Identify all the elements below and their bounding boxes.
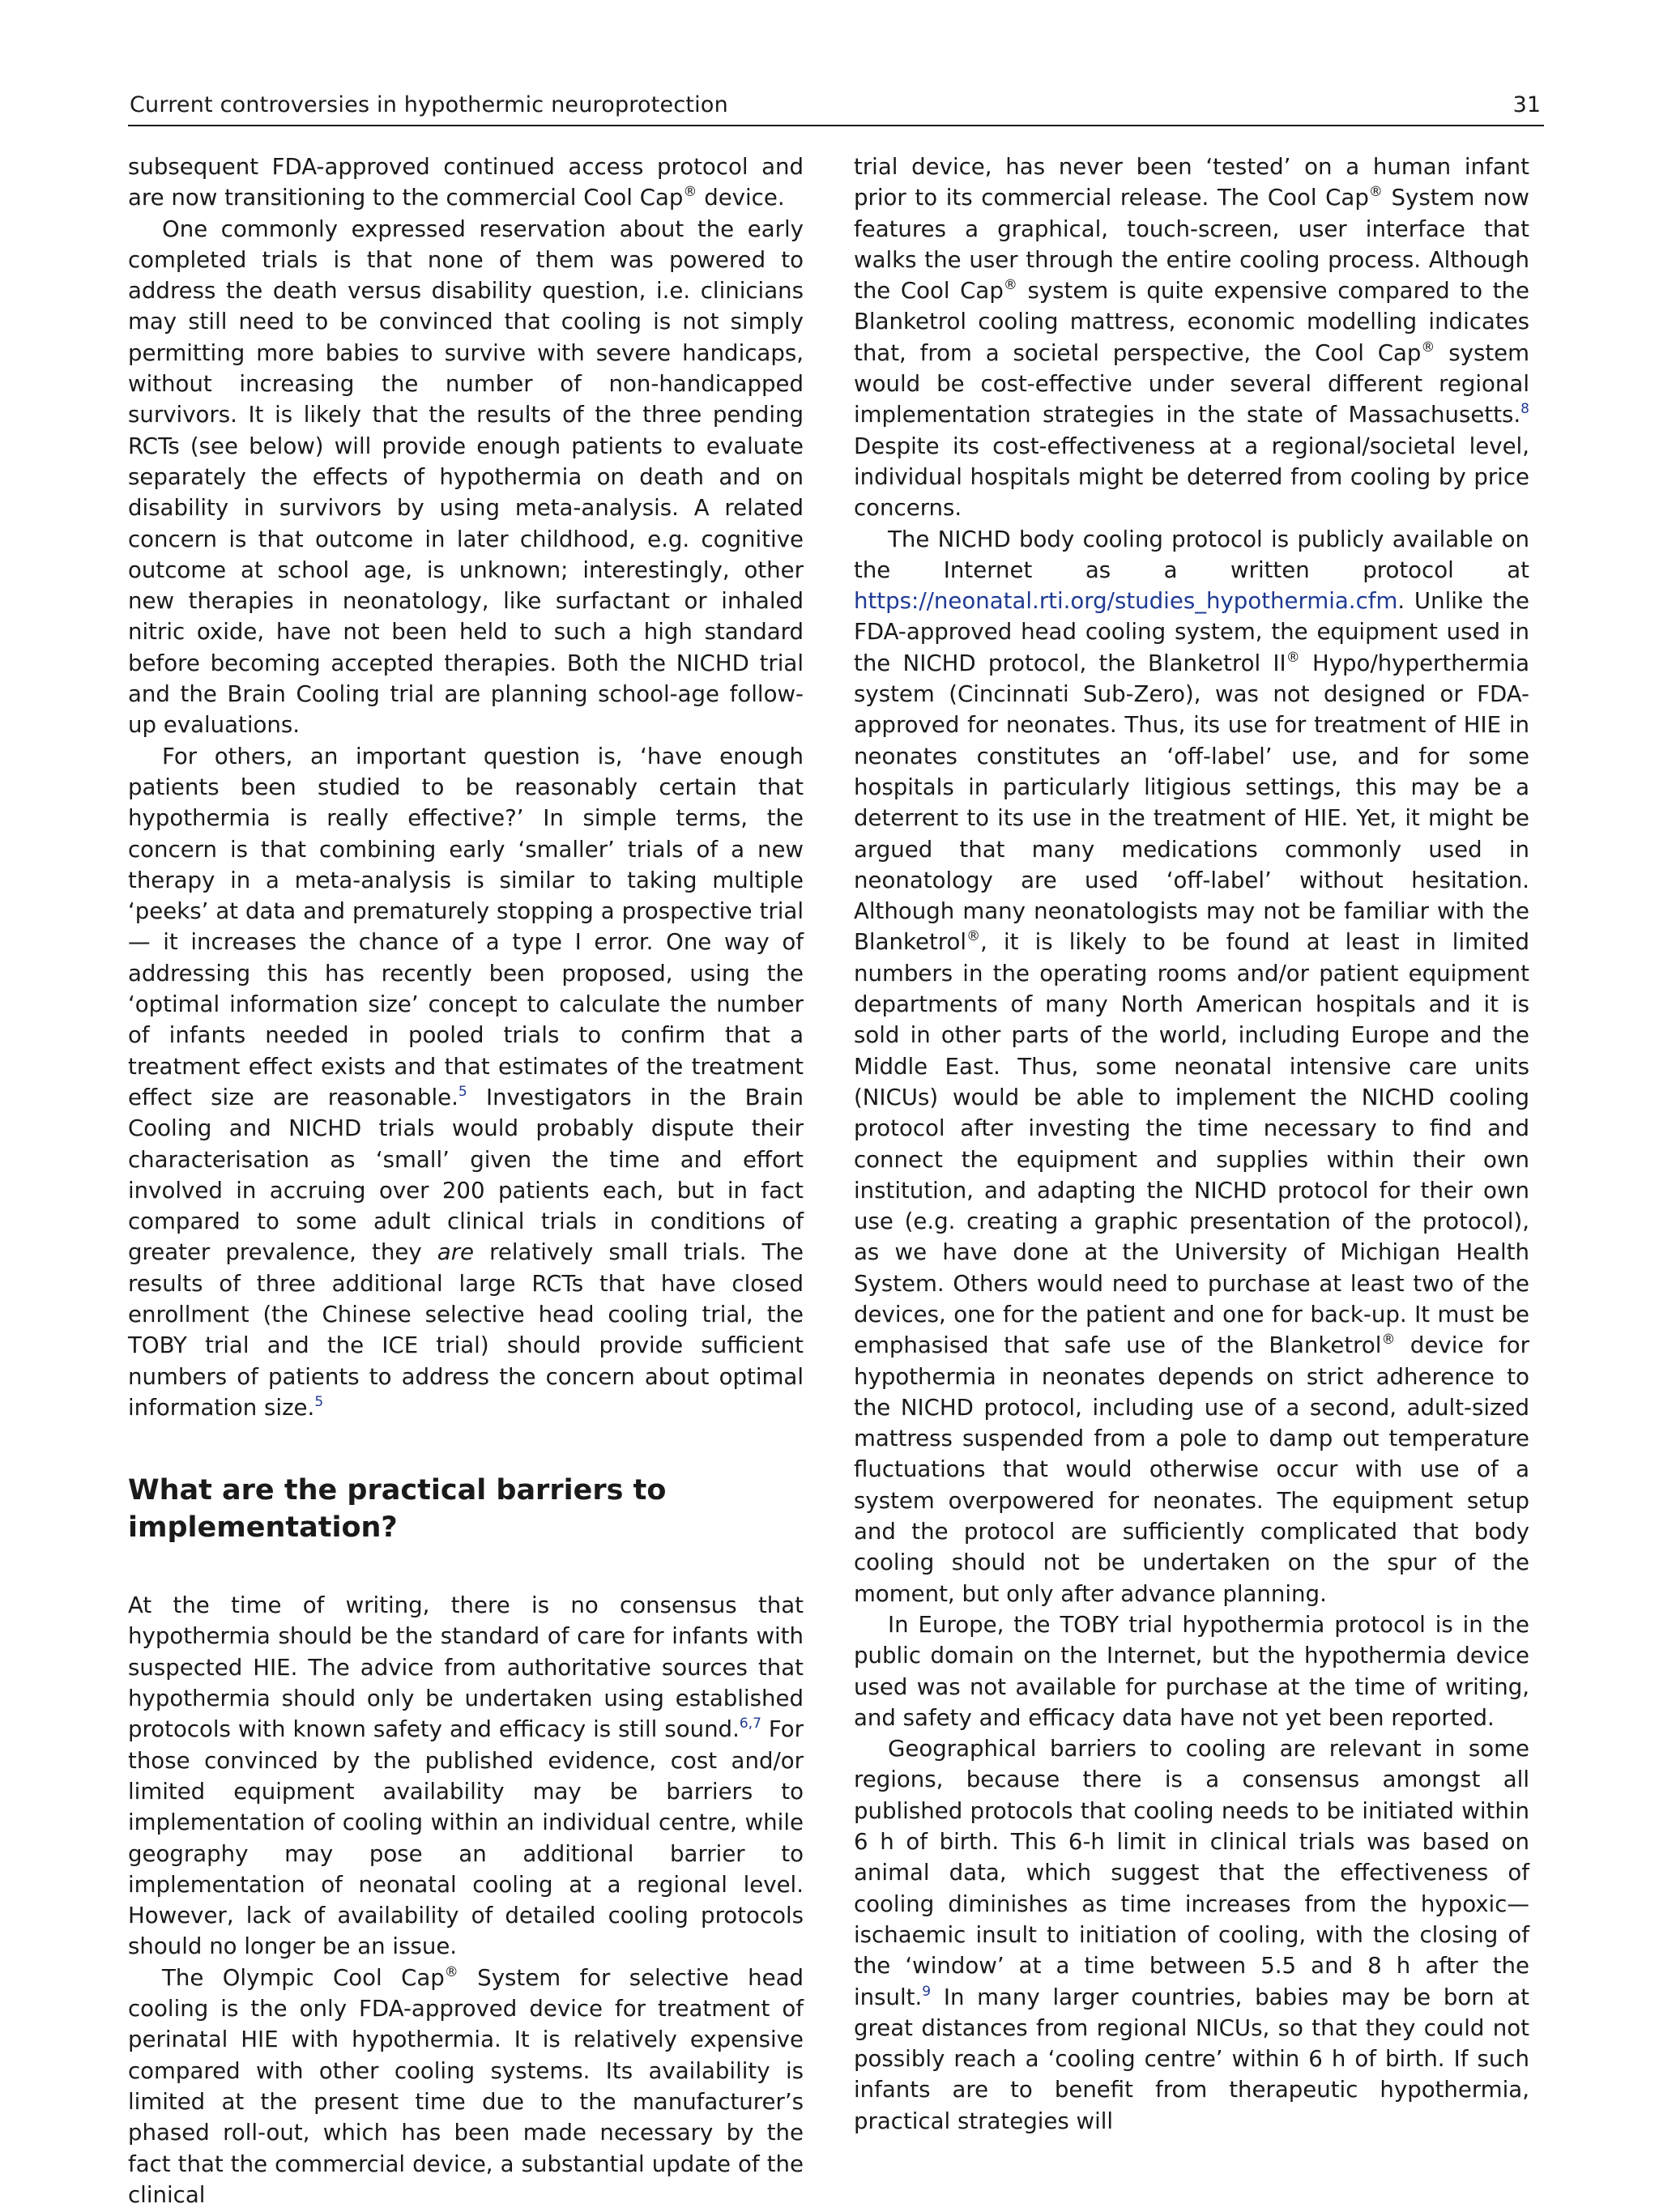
text-run: Hypo/hyperthermia system (Cincinnati Sub-Zero), was not designed or FDA-approved for neonates. Thus, its use for treatment of HIE in neonates constitutes an ‘off-label’ use, and for some hospitals in particularly litigious settings, this may be a deterrent to its use in the treatment of HIE. Yet, it might be argued that many medications commonly used in neonatology are used ‘off-label’ without hesitation. Although many neonatologists may not be familiar with the Blanketrol bbox=[854, 649, 1529, 956]
registered-mark: ® bbox=[444, 1963, 458, 1980]
text-run: , it is likely to be found at least in limited numbers in the operating rooms and/or patient equipment departments of many North American hospitals and it is sold in other parts of the world, including Europe and the Middle East. Thus, some neonatal intensive care units (NICUs) would be able to implement the NICHD cooling protocol after investing the time necessary to find and connect the equipment and supplies within their own institution, and adapting the NICHD protocol for their own use (e.g. creating a graphic presentation of the protocol), as we have done at the University of Michigan Health System. Others would need to purchase at least two of the devices, one for the patient and one for back-up. It must be emphasised that safe use of the Blanketrol bbox=[854, 928, 1529, 1359]
text-run: device. bbox=[697, 184, 785, 211]
text-run: In many larger countries, babies may be born at great distances from regional NICUs, so that they could not possibly reach a ‘cooling centre’ within 6 h of birth. If such infants are to benefit from therapeutic hypothermia, practical strategies will bbox=[854, 1983, 1529, 2134]
running-title: Current controversies in hypothermic neuroprotection bbox=[130, 92, 728, 117]
registered-mark: ® bbox=[1381, 1332, 1396, 1349]
citation-ref[interactable]: 6,7 bbox=[739, 1715, 761, 1733]
text-run: subsequent FDA-approved continued access protocol and are now transitioning to the commercial Cool Cap bbox=[128, 153, 804, 211]
text-run: System for selective head cooling is the only FDA-approved device for treatment of perinatal HIE with hypothermia. It is relatively expensive compared with other cooling systems. Its availability is limited at the present time due to the manufacturer’s phased roll-out, which has been made necessary by the fact that the commercial device, a substantial update of the clinical bbox=[128, 1963, 804, 2208]
text-run: relatively small trials. The results of three additional large RCTs that have closed enrollment (the Chinese selective head cooling trial, the TOBY trial and the ICE trial) should provide sufficient numbers of patients to address the concern about optimal information size. bbox=[128, 1238, 804, 1421]
citation-ref[interactable]: 5 bbox=[314, 1393, 324, 1410]
registered-mark: ® bbox=[1368, 184, 1383, 201]
paragraph: One commonly expressed reservation about the early completed trials is that none of them was powered to address the death versus disability question, i.e. clinicians may still need to be convinced that cooling is not simply permitting more babies to survive with severe handicaps, without increasing the number of non-handicapped survivors. It is likely that the results of the three pending RCTs (see below) will provide enough patients to evaluate separately the effects of hypothermia on death and on disability in survivors by using meta-analysis. A related concern is that outcome in later childhood, e.g. cognitive outcome at school age, is unknown; interestingly, other new therapies in neonatology, like surfactant or inhaled nitric oxide, have not been held to such a high standard before becoming accepted therapies. Both the NICHD trial and the Brain Cooling trial are planning school-age follow-up evaluations. bbox=[128, 215, 804, 739]
section-heading: What are the practical barriers to implementation? bbox=[128, 1474, 667, 1545]
citation-ref[interactable]: 8 bbox=[1520, 401, 1529, 418]
registered-mark: ® bbox=[1421, 339, 1435, 356]
text-run: Investigators in the Brain Cooling and NICHD trials would probably dispute their characterisation as ‘small’ given the time and effort involved in accruing over 200 patients each, but in fact compared to some adult clinical trials in conditions of greater prevalence, they bbox=[128, 1083, 804, 1266]
text-run: . Unlike the FDA-approved head cooling system, the equipment used in the NICHD protocol, the Blanketrol II bbox=[854, 587, 1529, 676]
text-run: trial device, has never been ‘tested’ on a human infant prior to its commercial release. The Cool Cap bbox=[854, 153, 1529, 211]
registered-mark: ® bbox=[683, 184, 697, 201]
text-run: system is quite expensive compared to the Blanketrol cooling mattress, economic modelling indicates that, from a societal perspective, the Cool Cap bbox=[854, 277, 1529, 366]
text-run: are bbox=[437, 1238, 475, 1266]
protocol-link[interactable]: https://neonatal.rti.org/studies_hypothermia.cfm bbox=[854, 587, 1398, 615]
paragraph bbox=[128, 1590, 804, 1963]
paragraph: In Europe, the TOBY trial hypothermia protocol is in the public domain on the Internet, but the hypothermia device used was not available for purchase at the time of writing, and safety and efficacy data have not yet been reported. bbox=[854, 1610, 1529, 1731]
running-header bbox=[128, 89, 1544, 126]
paragraph bbox=[128, 741, 804, 1424]
registered-mark: ® bbox=[1286, 649, 1300, 666]
left-column bbox=[128, 151, 804, 2210]
text-run: system would be cost-effective under several different regional implementation strategies in the state of Massachusetts. bbox=[854, 339, 1530, 428]
registered-mark: ® bbox=[966, 928, 981, 945]
registered-mark: ® bbox=[1003, 277, 1017, 294]
text-run: At the time of writing, there is no consensus that hypothermia should be the standard of care for infants with suspected HIE. The advice from authoritative sources that hypothermia should only be undertaken using established protocols with known safety and efficacy is still sound. bbox=[128, 1592, 804, 1743]
text-run: The Olympic Cool Cap bbox=[162, 1963, 445, 1991]
text-run: For others, an important question is, ‘have enough patients been studied to be reasonably certain that hypothermia is really effective?’ In simple terms, the concern is that combining early ‘smaller’ trials of a new therapy in a meta-analysis is similar to taking multiple ‘peeks’ at data and prematurely stopping a prospective trial — it increases the chance of a type I error. One way of addressing this has recently been proposed, using the ‘optimal information size’ concept to calculate the number of infants needed in pooled trials to confirm that a treatment effect exists and that estimates of the treatment effect size are reasonable. bbox=[128, 742, 804, 1110]
paragraph bbox=[128, 151, 804, 214]
text-run: Despite its cost-effectiveness at a regional/societal level, individual hospitals might be deterred from cooling by price concerns. bbox=[854, 432, 1529, 522]
citation-ref[interactable]: 9 bbox=[922, 1983, 932, 2000]
page-number: 31 bbox=[1512, 92, 1541, 117]
right-column bbox=[854, 151, 1529, 2137]
text-run: System now features a graphical, touch-screen, user interface that walks the user through the entire cooling process. Although the Cool Cap bbox=[854, 184, 1529, 305]
citation-ref[interactable]: 5 bbox=[458, 1083, 467, 1100]
text-run: Geographical barriers to cooling are relevant in some regions, because there is a consensus amongst all published protocols that cooling needs to be initiated within 6 h of birth. This 6-h limit in clinical trials was based on animal data, which suggest that the effectiveness of cooling diminishes as time increases from the hypoxic—ischaemic insult to initiation of cooling, with the closing of the ‘window’ at a time between 5.5 and 8 h after the insult. bbox=[854, 1735, 1529, 2010]
paragraph bbox=[854, 1733, 1529, 2137]
paragraph bbox=[128, 1963, 804, 2210]
text-run: The NICHD body cooling protocol is publicly available on the Internet as a written protocol at bbox=[854, 525, 1529, 583]
paragraph bbox=[854, 524, 1529, 1609]
paragraph bbox=[854, 151, 1529, 524]
text-run: For those convinced by the published evidence, cost and/or limited equipment availability may be barriers to implementation of cooling within an individual centre, while geography may pose an additional barrier to implementation of neonatal cooling at a regional level. However, lack of availability of detailed cooling protocols should no longer be an issue. bbox=[128, 1715, 804, 1960]
text-run: device for hypothermia in neonates depends on strict adherence to the NICHD protocol, including use of a second, adult-sized mattress suspended from a pole to damp out temperature fluctuations that would otherwise occur with use of a system overpowered for neonates. The equipment setup and the protocol are sufficiently complicated that body cooling should not be undertaken on the spur of the moment, but only after advance planning. bbox=[854, 1332, 1529, 1607]
